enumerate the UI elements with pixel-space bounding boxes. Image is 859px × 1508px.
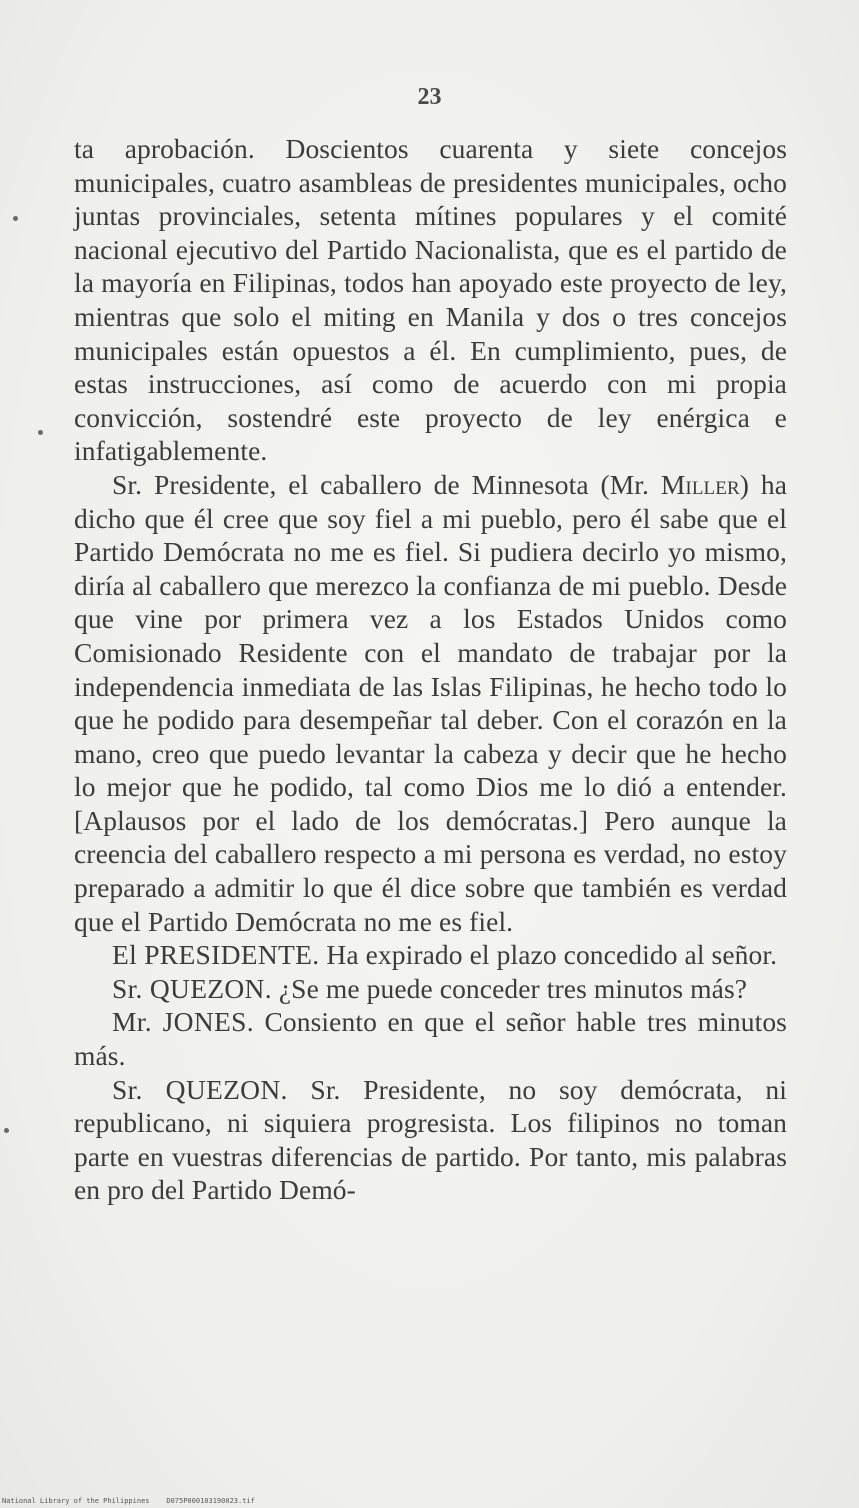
paragraph-jones: [74, 1005, 787, 1072]
body-text: [74, 132, 787, 1207]
paragraph-continuation: [74, 132, 787, 468]
paragraph-text: ta aprobación. Doscientos cuarenta y siete concejos municipales, cuatro asambleas de presidentes municipales, ocho juntas provinciales, setenta mítines populares y el comité nacional ejecutivo del Partido Nacionalista, que es el partido de la mayoría en Filipinas, todos han apoyado este proyecto de ley, mientras que solo el miting en Manila y dos o tres concejos municipales están opuestos a él. En cumplimiento, pues, de estas instrucciones, así como de acuerdo con mi propia convicción, sostendré este proyecto de ley enérgica e infatigablemente.: [74, 133, 787, 467]
paragraph-text: Consiento en que el señor hable tres minutos más.: [74, 1006, 787, 1072]
scan-speck: [38, 430, 43, 435]
scan-speck: [13, 216, 18, 221]
scan-speck: [4, 1128, 9, 1133]
speaker-name: Sr. QUEZON.: [112, 1073, 288, 1105]
paragraph-text: ) ha dicho que él cree que soy fiel a mi pueblo, pero él sabe que el Partido Demócrata no me es fiel. Si pudiera decirlo yo mismo, diría al caballero que merezco la confianza de mi pueblo. Desde que vine por primera vez a los Estados Unidos como Comisionado Residente con el mandato de trabajar por la independencia inmediata de las Islas Filipinas, he hecho todo lo que he podido para desempeñar tal deber. Con el corazón en la mano, creo que puedo levantar la cabeza y decir que he hecho lo mejor que he podido, tal como Dios me lo dió a entender. [Aplausos por el lado de los demócratas.] Pero aunque la creencia del caballero respecto a mi persona es verdad, no estoy preparado a admitir lo que él dice sobre que también es verdad que el Partido Demócrata no me es fiel.: [74, 468, 787, 937]
scan-footer: National Library of the Philippines D075P000103190023.tif: [2, 1497, 255, 1505]
name-smallcaps: Miller: [660, 468, 740, 500]
paragraph-text: ¿Se me puede conceder tres minutos más?: [271, 972, 748, 1004]
paragraph-text: Sr. Presidente, no soy demócrata, ni republicano, ni siquiera progresista. Los filipinos no toman parte en vuestras diferencias de partido. Por tanto, mis palabras en pro del Partido Demó-: [74, 1073, 787, 1206]
speaker-name: El PRESIDENTE.: [112, 939, 320, 971]
paragraph-president: [74, 938, 787, 972]
paragraph-quezon-final: [74, 1073, 787, 1207]
speaker-name: Mr. JONES.: [112, 1006, 254, 1038]
paragraph-quezon-request: [74, 972, 787, 1006]
paragraph-quezon-speech: [74, 468, 787, 938]
paragraph-lead: Sr. Presidente, el caballero de Minnesota (Mr.: [112, 468, 661, 500]
speaker-name: Sr. QUEZON.: [112, 972, 272, 1004]
paragraph-text: Ha expirado el plazo concedido al señor.: [319, 939, 778, 971]
page-number: 23: [417, 84, 442, 110]
